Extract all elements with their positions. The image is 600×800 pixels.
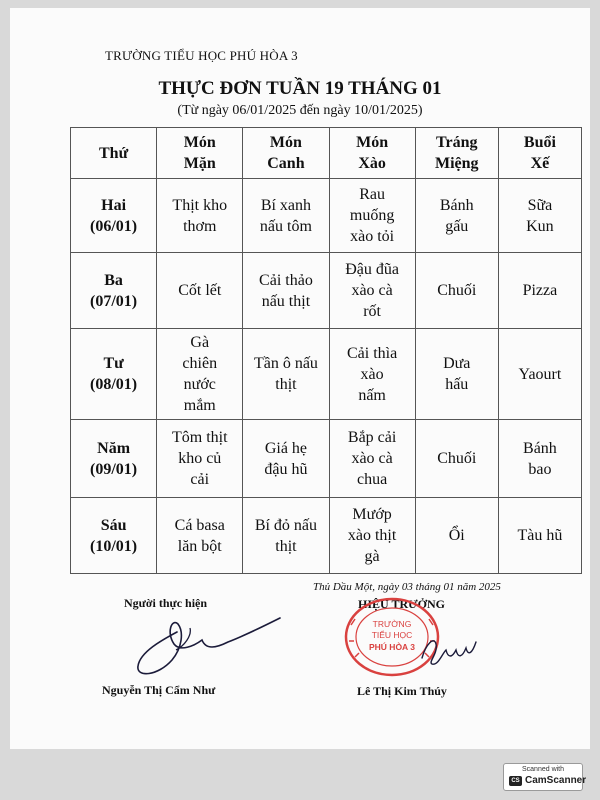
cell-text: thịt	[275, 376, 297, 393]
header-text: Xào	[358, 155, 386, 172]
header-soup	[243, 128, 329, 179]
header-text: Món	[183, 134, 216, 151]
cell-text: xào cà	[351, 450, 393, 467]
table-header-row	[71, 128, 582, 179]
place-and-date: Thủ Dầu Một, ngày 03 tháng 01 năm 2025	[313, 581, 501, 593]
cell-stir-fry	[329, 329, 415, 420]
cell-soup	[243, 420, 329, 498]
seal-line-2: TIỂU HỌC	[371, 630, 413, 640]
table-row	[71, 420, 582, 498]
cell-soup	[243, 253, 329, 329]
cell-text: (08/01)	[90, 376, 138, 393]
cell-text: Bánh	[439, 196, 474, 214]
cell-main-dish	[157, 253, 243, 329]
seal-line-1: TRƯỜNG	[372, 619, 412, 629]
cell-text: Yaourt	[518, 365, 562, 383]
header-text: Tráng	[436, 134, 478, 151]
cell-text: mắm	[183, 397, 216, 414]
cell-snack	[498, 498, 581, 574]
cell-text: hấu	[445, 376, 469, 393]
cell-text: Kun	[526, 217, 554, 235]
header-text: Buổi	[523, 134, 556, 151]
table-body	[71, 179, 582, 574]
cell-text: nước	[183, 376, 216, 393]
cell-text: Tần ô nấu	[253, 355, 318, 372]
cell-text: đậu hũ	[264, 460, 308, 478]
cell-text: xào tỏi	[350, 228, 395, 245]
cell-text: nấu thịt	[261, 292, 311, 310]
header-text: Miệng	[434, 155, 479, 172]
cell-text: (06/01)	[90, 217, 138, 235]
cell-text: Tôm thịt	[171, 429, 228, 446]
cell-snack	[498, 420, 581, 498]
cell-text: Bắp cải	[347, 429, 397, 446]
cell-main-dish	[157, 179, 243, 253]
cell-text: Tàu hũ	[517, 527, 563, 544]
cell-snack	[498, 179, 581, 253]
header-stir-fry	[329, 128, 415, 179]
cell-snack	[498, 253, 581, 329]
cell-text: Cốt lết	[178, 282, 222, 299]
cell-day	[71, 329, 157, 420]
header-snack	[498, 128, 581, 179]
cell-text: Sữa	[527, 196, 553, 214]
cell-text: chiên	[182, 355, 218, 372]
cell-text: Thịt kho	[172, 196, 228, 214]
camscanner-watermark	[503, 763, 587, 791]
cell-day	[71, 420, 157, 498]
cell-text: Bí đỏ nấu	[254, 516, 318, 534]
principal-role: HIỆU TRƯỞNG	[358, 597, 446, 611]
cell-text: rốt	[363, 303, 381, 320]
cell-text: Pizza	[522, 282, 558, 299]
weekly-menu-table	[70, 127, 582, 574]
cell-dessert	[415, 329, 498, 420]
cell-text: Cải thìa	[346, 344, 398, 362]
cell-text: nấm	[358, 386, 386, 404]
preparer-name: Nguyễn Thị Cẩm Như	[102, 683, 216, 697]
cell-dessert	[415, 253, 498, 329]
cell-text: thịt	[275, 537, 297, 555]
cell-text: Gà	[190, 334, 210, 351]
cell-text: (10/01)	[90, 537, 138, 555]
cell-text: Năm	[97, 439, 131, 457]
cell-text: Tư	[103, 355, 124, 372]
cell-snack	[498, 329, 581, 420]
cell-text: Chuối	[437, 282, 477, 299]
cell-text: Rau	[359, 186, 385, 203]
cell-day	[71, 253, 157, 329]
cell-text: kho củ	[178, 450, 222, 467]
cell-dessert	[415, 420, 498, 498]
cell-main-dish	[157, 420, 243, 498]
principal-signature	[418, 632, 478, 668]
cell-text: Sáu	[100, 516, 127, 534]
cell-text: Cá basa	[174, 516, 225, 534]
watermark-brand: CamScanner	[525, 775, 587, 786]
cell-text: Bí xanh	[260, 196, 312, 214]
cell-text: Ba	[104, 271, 123, 289]
cell-text: Dưa	[443, 355, 471, 372]
cell-text: Hai	[101, 196, 127, 214]
cell-day	[71, 179, 157, 253]
cell-text: thơm	[183, 217, 217, 235]
table-row	[71, 253, 582, 329]
cell-text: Mướp	[352, 506, 392, 523]
header-text: Canh	[267, 155, 305, 172]
school-name: TRƯỜNG TIỂU HỌC PHÚ HÒA 3	[105, 48, 298, 63]
cell-text: Chuối	[437, 450, 477, 467]
cell-text: gấu	[445, 217, 469, 235]
cell-text: cải	[190, 471, 210, 488]
cell-text: Đậu đũa	[345, 261, 399, 278]
menu-date-range: (Từ ngày 06/01/2025 đến ngày 10/01/2025)	[177, 103, 423, 118]
header-text: Xế	[530, 155, 550, 172]
cell-soup	[243, 179, 329, 253]
table-row	[71, 329, 582, 420]
menu-title: THỰC ĐƠN TUẦN 19 THÁNG 01	[158, 78, 442, 99]
table-row	[71, 498, 582, 574]
header-text: Mặn	[183, 155, 216, 172]
watermark-caption: Scanned with	[521, 766, 565, 773]
cell-text: Giá hẹ	[264, 439, 308, 457]
cell-text: gà	[364, 548, 380, 565]
camscanner-logo-icon: CS	[509, 776, 522, 786]
cell-text: (07/01)	[90, 292, 138, 310]
cell-text: lăn bột	[177, 537, 222, 555]
principal-name: Lê Thị Kim Thúy	[357, 684, 447, 698]
cell-text: chua	[357, 471, 388, 488]
cell-stir-fry	[329, 179, 415, 253]
cell-stir-fry	[329, 420, 415, 498]
cell-text: muống	[349, 207, 395, 224]
header-day	[71, 128, 157, 179]
cell-text: xào thịt	[347, 527, 397, 544]
cell-main-dish	[157, 329, 243, 420]
cell-stir-fry	[329, 498, 415, 574]
header-text: Món	[269, 134, 302, 151]
cell-day	[71, 498, 157, 574]
cell-stir-fry	[329, 253, 415, 329]
cell-dessert	[415, 498, 498, 574]
cell-text: Cải thảo	[259, 271, 313, 289]
cell-text: (09/01)	[90, 460, 138, 478]
table-row	[71, 179, 582, 253]
header-text: Thứ	[99, 144, 129, 162]
header-main-dish	[157, 128, 243, 179]
cell-text: Bánh	[523, 439, 557, 457]
cell-text: bao	[528, 460, 552, 478]
cell-dessert	[415, 179, 498, 253]
seal-line-3: PHÚ HÒA 3	[369, 642, 415, 652]
cell-text: nấu tôm	[259, 217, 312, 235]
preparer-role: Người thực hiện	[124, 596, 208, 610]
cell-soup	[243, 498, 329, 574]
header-text: Món	[356, 134, 389, 151]
cell-text: xào cà	[351, 282, 393, 299]
preparer-signature	[132, 610, 282, 680]
cell-soup	[243, 329, 329, 420]
header-dessert	[415, 128, 498, 179]
cell-text: xào	[360, 365, 384, 383]
cell-text: Ổi	[448, 527, 465, 544]
cell-main-dish	[157, 498, 243, 574]
